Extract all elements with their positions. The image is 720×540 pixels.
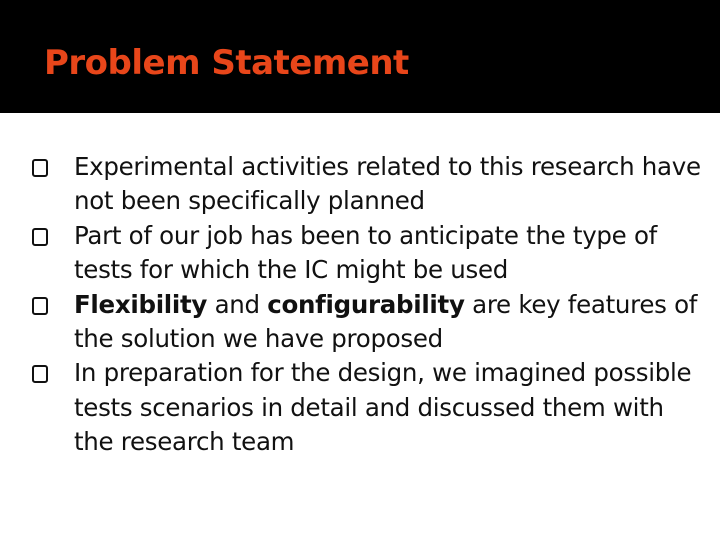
bullet-item: [30, 219, 710, 288]
bullet-emphasis-configurability: configurability: [267, 289, 465, 319]
title-bar: [0, 0, 720, 113]
bullet-text: and: [207, 289, 268, 319]
bullet-text: In preparation for the design, we imagined possible tests scenarios in detail and discussed them with the research team: [74, 358, 692, 457]
square-box-icon: [30, 356, 70, 390]
square-box-icon: [30, 150, 70, 184]
square-box-icon: [30, 219, 70, 253]
bullet-item: [30, 288, 710, 357]
bullet-text: Experimental activities related to this research have not been specifically planned: [74, 152, 701, 216]
square-box-icon: [30, 288, 70, 322]
bullet-text: are key features of the solution we have proposed: [74, 289, 698, 354]
bullet-item: [30, 150, 710, 219]
bullet-emphasis-flexibility: Flexibility: [74, 289, 208, 319]
bullet-item: [30, 356, 710, 459]
bullet-list: [30, 150, 710, 460]
bullet-text: Part of our job has been to anticipate the type of tests for which the IC might be used: [74, 220, 657, 285]
slide-title: Problem Statement: [44, 43, 409, 83]
